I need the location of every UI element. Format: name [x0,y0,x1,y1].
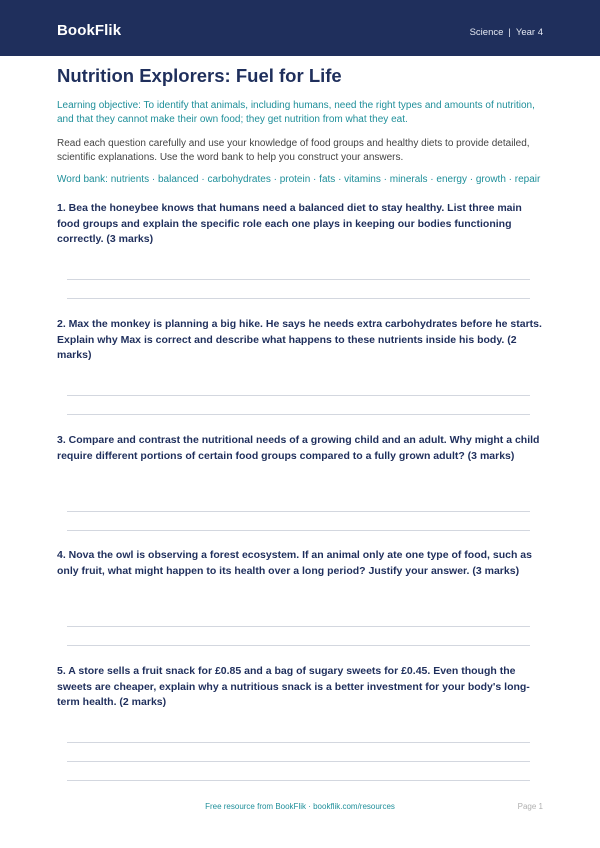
word-bank: Word bank: nutrients · balanced · carbohydrates · protein · fats · vitamins · minerals · energy · growth · repair [57,174,541,185]
question-4: 4. Nova the owl is observing a forest ecosystem. If an animal only ate one type of food, such as only fruit, what might happen to its health over a long period? Justify your answer. (3 marks) [57,549,532,577]
question-2: 2. Max the monkey is planning a big hike. He says he needs extra carbohydrates before he starts. Explain why Max is correct and describe what happens to these nutrients inside his body. (2 marks) [57,318,542,361]
page-number: Page 1 [517,802,543,811]
answer-line[interactable] [67,761,530,762]
answer-line[interactable] [67,780,530,781]
learning-objective: Learning objective: To identify that animals, including humans, need the right types and amounts of nutrition, and that they cannot make their own food; they get nutrition from what they eat. [57,100,535,125]
meta-separator: | [508,27,511,38]
year-label: Year 4 [515,27,543,38]
subject-year-label [470,27,543,38]
subject-label: Science [469,27,504,38]
answer-line[interactable] [67,742,530,743]
instructions-text: Read each question carefully and use your knowledge of food groups and healthy diets to provide detailed, scientific explanations. Use the word bank to help you construct your answers. [57,138,530,163]
answer-line[interactable] [67,626,530,627]
page-header [0,0,600,56]
brand-logo-text: BookFlik [57,22,122,39]
answer-line[interactable] [67,395,530,396]
answer-line[interactable] [67,279,530,280]
answer-line[interactable] [67,530,530,531]
answer-line[interactable] [67,298,530,299]
question-5: 5. A store sells a fruit snack for £0.85 and a bag of sugary sweets for £0.45. Even though the sweets are cheaper, explain why a nutritious snack is a better investment for your body's long-term health. (2 marks) [57,665,530,708]
answer-line[interactable] [67,511,530,512]
question-1: 1. Bea the honeybee knows that humans need a balanced diet to stay healthy. List three main food groups and explain the specific role each one plays in keeping our bodies functioning correctly. (3 marks) [57,202,522,245]
answer-line[interactable] [67,414,530,415]
worksheet-title: Nutrition Explorers: Fuel for Life [57,65,342,86]
footer-resource-link[interactable]: Free resource from BookFlik · bookflik.com/resources [205,802,395,811]
answer-line[interactable] [67,645,530,646]
question-3: 3. Compare and contrast the nutritional needs of a growing child and an adult. Why might a child require different portions of certain food groups compared to a fully grown adult? (3 marks) [57,434,540,462]
